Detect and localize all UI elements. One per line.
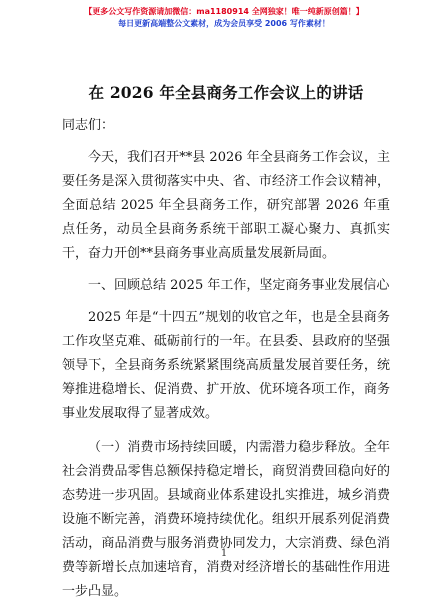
banner-line-2: 每日更新高端整公文素材，成为会员享受 2006 写作素材！ [118,19,330,28]
review-paragraph: 2025 年是“十四五”规划的收官之年，也是全县商务工作攻坚克难、砥砺前行的一年。在县委、县政府的坚强领导下，全县商务系统紧紧围绕高质量发展首要任务，统筹推进稳增长、促消费、扩开放、优环境各项工作，商务事业发展取得了显著成效。 [62,310,390,421]
banner-line-1: 【更多公文写作资源请加微信：ma1180914 全网独家！唯一纯新原创篇！】 [84,7,364,16]
page-number: 1 [220,548,228,559]
intro-paragraph: 今天，我们召开**县 2026 年全县商务工作会议，主要任务是深入贯彻落实中央、省、市经济工作会议精神，全面总结 2025 年全县商务工作，研究部署 2026 年重点任务，动员全县商务系统干部职工凝心聚力、真抓实干，奋力开创**县商务事业高质量发展新局面。 [62,150,390,261]
salutation: 同志们： [62,118,115,133]
consumption-paragraph: （一）消费市场持续回暖，内需潜力稳步释放。全年社会消费品零售总额保持稳定增长，商贸消费回稳向好的态势进一步巩固。县域商业体系建设扎实推进，城乡消费设施不断完善，消费环境持续优化。组织开展系列促消费活动，商品消费与服务消费协同发力，大宗消费、绿色消费等新增长点加速培育，消费对经济增长的基础性作用进一步凸显。 [62,440,390,599]
document-body [62,82,390,614]
document-title: 在 2026 年全县商务工作会议上的讲话 [88,83,364,102]
section-heading: 一、回顾总结 2025 年工作，坚定商务事业发展信心 [88,278,390,293]
header-banner [0,6,448,30]
